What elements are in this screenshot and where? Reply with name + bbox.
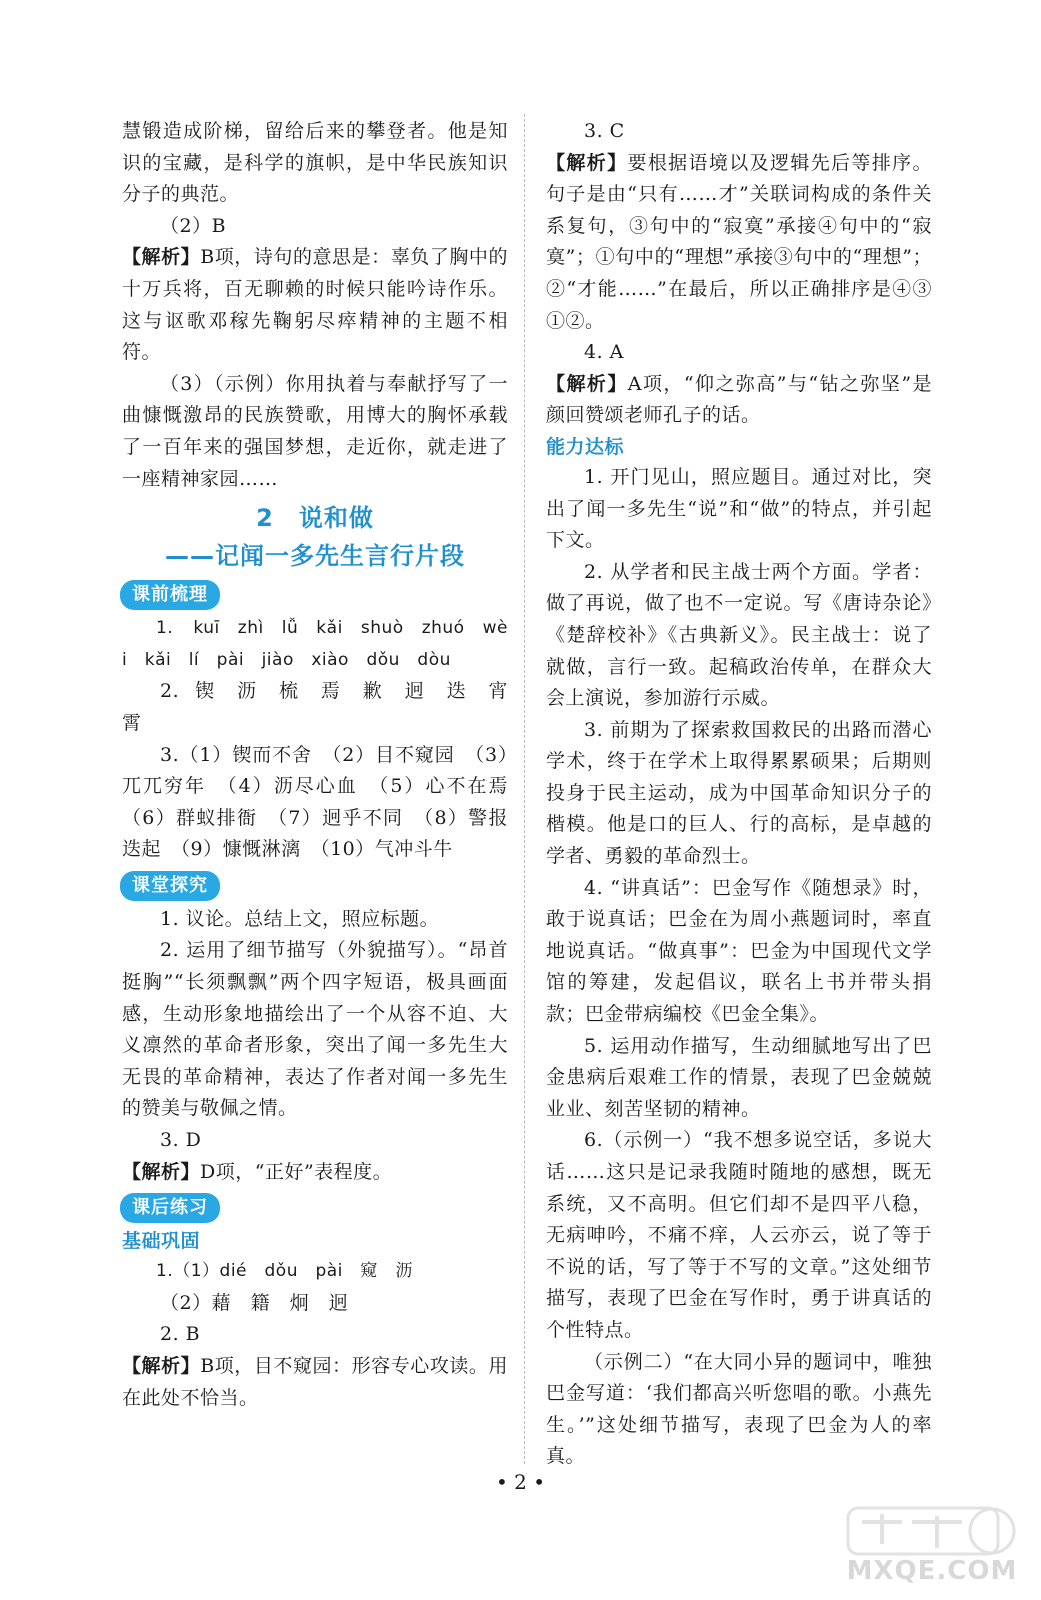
class-answer-2: 2. 运用了细节描写（外貌描写）。“昂首挺胸”“长须飘飘”两个四字短语，极具画面感，生动形象地描绘出了一个从容不迫、大义凛然的革命者形象，突出了闻一多先生大无畏的革命精神，表达了作者对闻一多先生的赞美与敬佩之情。 <box>122 939 508 1120</box>
page-number: • 2 • <box>495 1470 546 1494</box>
section-badge-preview: 课前梳理 <box>120 580 220 610</box>
explanation-tag: 【解析】 <box>546 372 628 395</box>
explanation-tag: 【解析】 <box>546 151 628 174</box>
subheading-basic: 基础巩固 <box>122 1230 201 1253</box>
explanation-text: D项，“正好”表程度。 <box>200 1160 393 1183</box>
ability-answer-1: 1. 开门见山，照应题目。通过对比，突出了闻一多先生“说”和“做”的特点，并引起下文。 <box>546 465 932 552</box>
explanation-2 <box>122 242 508 368</box>
explanation-tag: 【解析】 <box>122 246 201 269</box>
basic-explanation-2 <box>122 1351 508 1414</box>
answer-continuation: 慧锻造成阶梯，留给后来的攀登者。他是知识的宝藏，是科学的旗帜，是中华民族知识分子的典范。 <box>122 120 508 206</box>
answer-2: （2）B <box>160 214 227 237</box>
explanation-text: A项，“仰之弥高”与“钻之弥坚”是颜回赞颂老师孔子的话。 <box>546 372 932 427</box>
ability-answer-6: 6.（示例一）“我不想多说空话，多说大话……这只是记录我随时随地的感想，既无系统，又不高明。但它们却不是四平八稳，无病呻吟，不痛不痒，人云亦云，说了等于不说的话，写了等于不写的文章。”这处细节描写，表现了巴金在写作时，勇于讲真话的个性特点。 <box>546 1129 932 1341</box>
ability-answer-6-example-2: （示例二）“在大同小异的题词中，唯独巴金写道：‘我们都高兴听您唱的歌。小燕先生。’”这处细节描写，表现了巴金为人的率真。 <box>546 1350 932 1468</box>
explanation-tag: 【解析】 <box>122 1355 201 1377</box>
explanation-tag: 【解析】 <box>122 1160 201 1183</box>
explanation-text: B项，诗句的意思是：辜负了胸中的十万兵将，百无聊赖的时候只能吟诗作乐。这与讴歌邓稼先鞠躬尽瘁精神的主题不相符。 <box>122 246 508 364</box>
ability-answer-5: 5. 运用动作描写，生动细腻地写出了巴金患病后艰难工作的情景，表现了巴金兢兢业业、刻苦坚韧的精神。 <box>546 1034 932 1120</box>
ability-answer-4: 4. “讲真话”：巴金写作《随想录》时，敢于说真话；巴金在为周小燕题词时，率直地说真话。“做真事”：巴金为中国现代文学馆的筹建，发起倡议，联名上书并带头捐款；巴金带病编校《巴金全集》。 <box>546 876 932 1026</box>
ability-answer-2: 2. 从学者和民主战士两个方面。学者：做了再说，做了也不一定说。写《唐诗杂论》《楚辞校补》《古典新义》。民主战士：说了就做，言行一致。起稿政治传单，在群众大会上演说，参加游行示威。 <box>546 560 932 710</box>
watermark-logo <box>842 1504 1022 1590</box>
column-divider <box>524 114 525 1464</box>
class-answer-1: 1. 议论。总结上文，照应标题。 <box>160 907 440 930</box>
basic-explanation-3 <box>546 148 932 338</box>
basic-answer-4: 4. A <box>584 341 624 364</box>
basic-answer-3: 3. C <box>584 120 625 142</box>
idiom-answers: 3.（1）锲而不舍 （2）目不窥园 （3）兀兀穷年 （4）沥尽心血 （5）心不在焉 （6）群蚁排衙 （7）迥乎不同 （8）警报迭起 （9）慷慨淋漓 （10）气冲斗牛 <box>122 743 528 861</box>
answer-3: （3）（示例）你用执着与奉献抒写了一曲慷慨激昂的民族赞歌，用博大的胸怀承载了一百年来的强国梦想，走近你，就走进了一座精神家园…… <box>122 372 508 490</box>
section-badge-class: 课堂探究 <box>120 871 220 901</box>
basic-answer-1: 1.（1）dié dǒu pài 窥 沥 <box>156 1261 413 1282</box>
explanation-text: B项，目不窥园：形容专心攻读。用在此处不恰当。 <box>122 1355 508 1409</box>
basic-explanation-4 <box>546 369 932 432</box>
lesson-title: 2 说和做 <box>256 504 374 533</box>
explanation-text: 要根据语境以及逻辑先后等排序。句子是由“只有……才”关联词构成的条件关系复句，③句中的“寂寞”承接④句中的“寂寞”；①句中的“理想”承接③句中的“理想”；②“才能……”在最后，所以正确排序是④③①②。 <box>546 151 932 332</box>
pinyin-answers: 1. kuī zhì lǚ kǎi shuò zhuó wèi kǎi lí pài jiào xiào dǒu dòu <box>122 618 508 670</box>
char-answers: 2. 锲 沥 梳 焉 歉 迥 迭 宵 霄 <box>122 680 528 734</box>
basic-answer-1-2: （2）藉 籍 炯 迥 <box>160 1291 349 1314</box>
left-column <box>122 116 528 1414</box>
watermark-text: MXQE.COM <box>846 1556 1018 1586</box>
subheading-ability: 能力达标 <box>546 435 625 458</box>
class-answer-3: 3. D <box>160 1129 202 1152</box>
basic-answer-2: 2. B <box>160 1323 201 1346</box>
right-column <box>546 116 932 1473</box>
lesson-subtitle: ——记闻一多先生言行片段 <box>165 542 465 571</box>
ability-answer-3: 3. 前期为了探索救国救民的出路而潜心学术，终于在学术上取得累累硕果；后期则投身于民主运动，成为中国革命知识分子的楷模。他是口的巨人、行的高标，是卓越的学者、勇毅的革命烈士。 <box>546 718 932 868</box>
class-explanation-3 <box>122 1157 508 1189</box>
section-badge-after: 课后练习 <box>120 1193 220 1223</box>
